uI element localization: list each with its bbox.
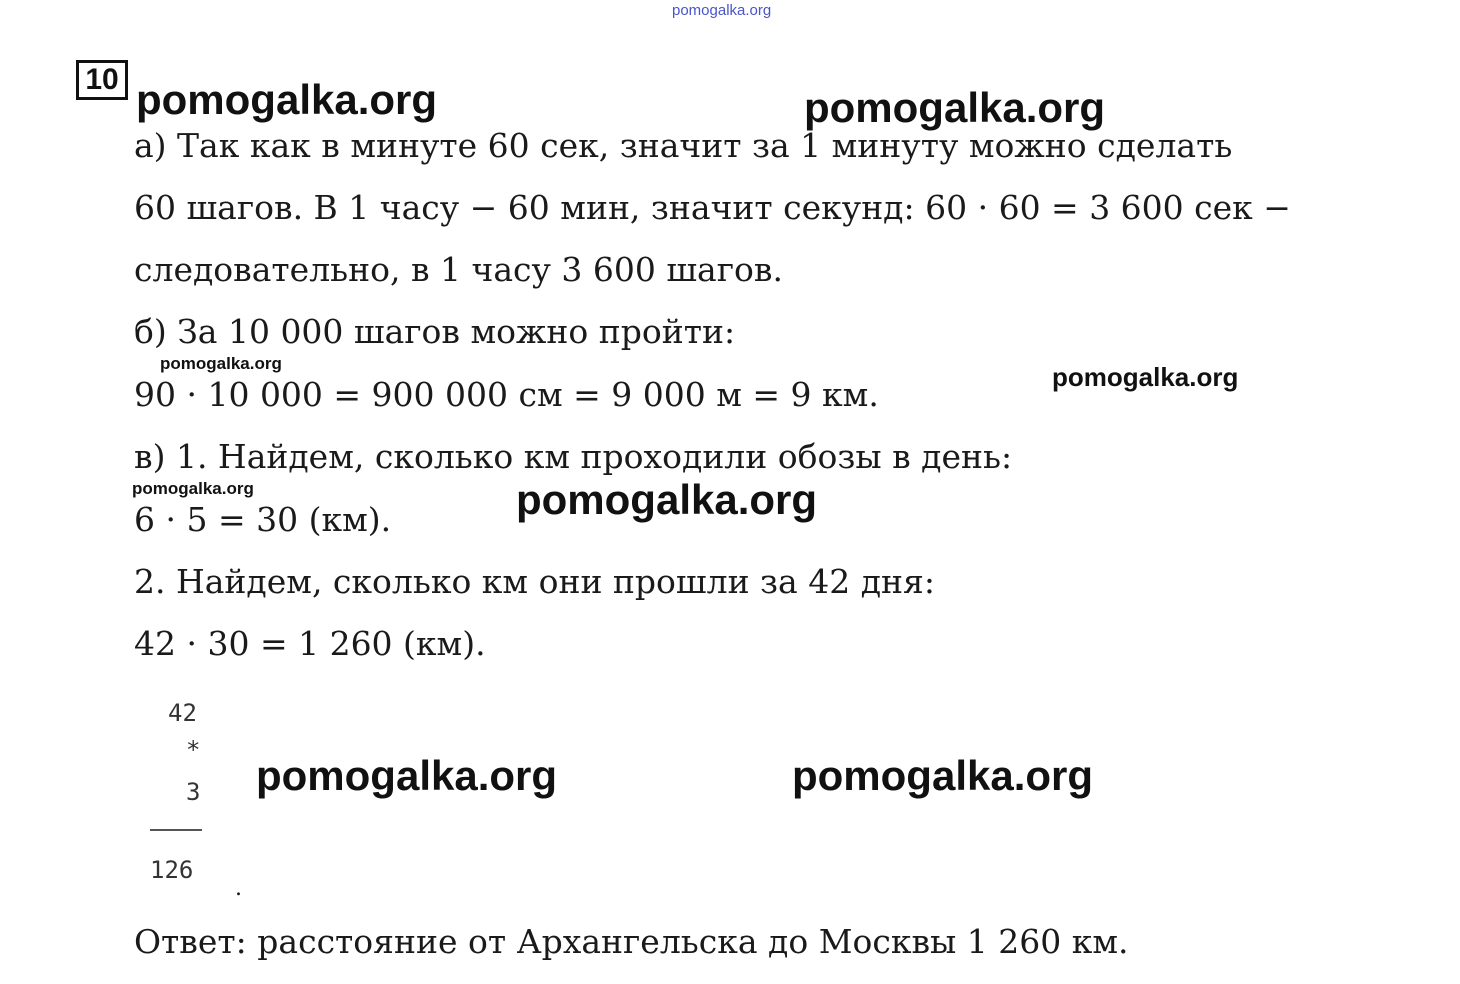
calc-trailing-dot: . [235,876,242,901]
watermark-bottom-right: pomogalka.org [792,752,1094,799]
task-number: 10 [76,60,128,100]
watermark-top: pomogalka.org [672,2,772,19]
solution-line-c1: в) 1. Найдем, сколько км проходили обозы в день: [134,437,1013,476]
solution-line-b1: б) За 10 000 шагов можно пройти: [134,312,736,351]
calc-multiplicand: 42 [168,699,197,727]
solution-line-c2: 6 · 5 = 30 (км). [134,500,392,539]
calc-multiplier: 3 [186,778,201,806]
solution-line-c4: 42 · 30 = 1 260 (км). [134,624,486,663]
calc-rule [150,829,202,831]
watermark-bottom-left: pomogalka.org [256,752,558,799]
solution-line-a3: следовательно, в 1 часу 3 600 шагов. [134,250,783,289]
watermark-small-2: pomogalka.org [132,479,254,498]
watermark-center: pomogalka.org [516,476,818,523]
solution-line-c3: 2. Найдем, сколько км они прошли за 42 дня: [134,562,935,601]
watermark-header-right: pomogalka.org [804,84,1106,131]
calc-operator: * [186,736,201,764]
calc-result: 126 [150,856,194,884]
solution-line-a1: а) Так как в минуте 60 сек, значит за 1 минуту можно сделать [134,126,1233,165]
watermark-small-1: pomogalka.org [160,354,282,373]
watermark-header-left: pomogalka.org [136,76,438,123]
solution-line-b2: 90 · 10 000 = 900 000 см = 9 000 м = 9 км. [134,375,879,414]
answer-line: Ответ: расстояние от Архангельска до Москвы 1 260 км. [134,922,1129,961]
watermark-mid-right: pomogalka.org [1052,362,1239,392]
solution-line-a2: 60 шагов. В 1 часу − 60 мин, значит секунд: 60 · 60 = 3 600 сек − [134,188,1291,227]
